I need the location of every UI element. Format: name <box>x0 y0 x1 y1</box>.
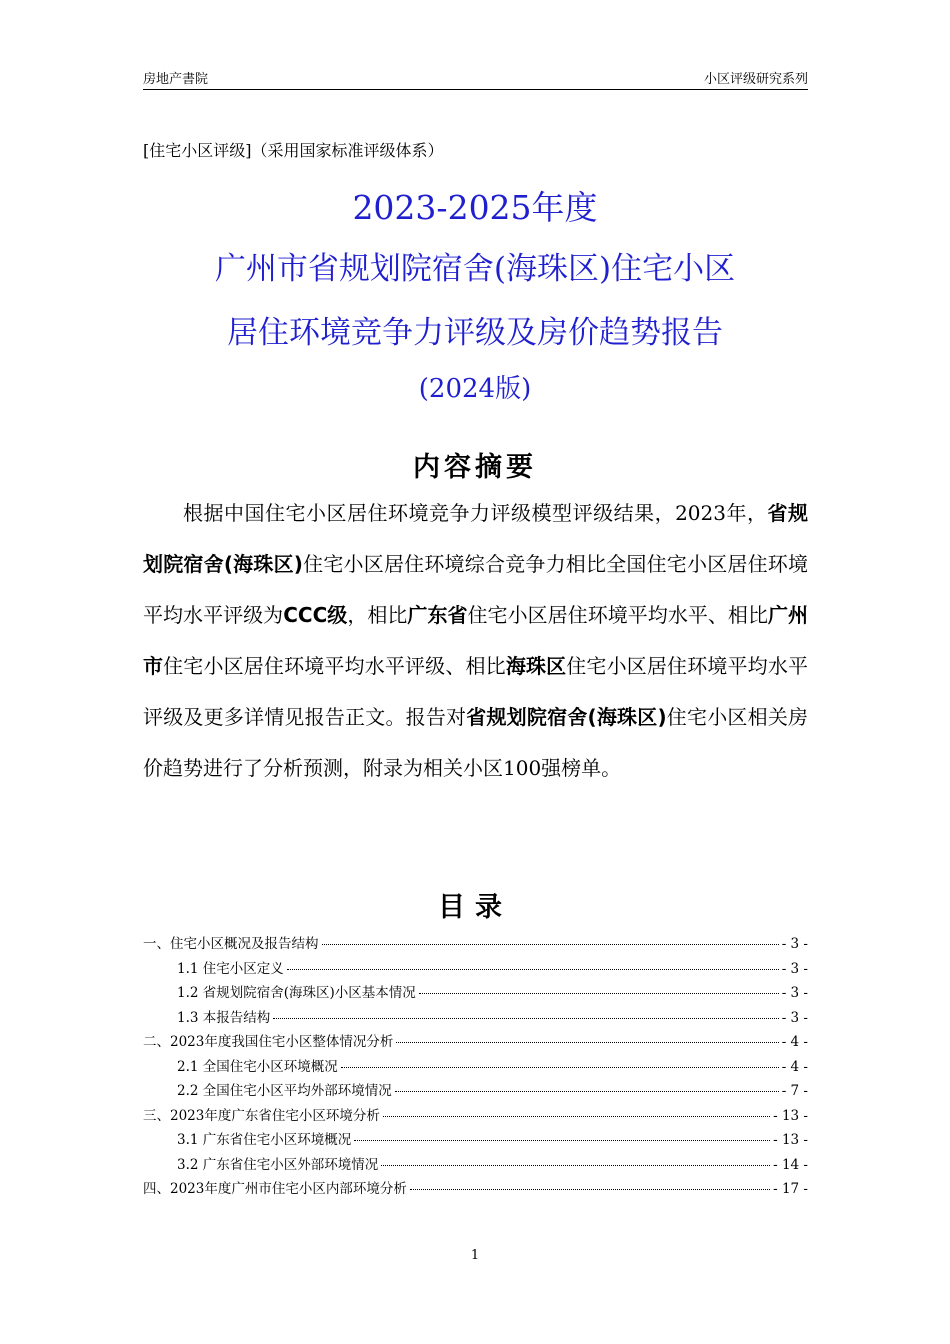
toc-entry-page: - 4 - <box>781 1034 808 1050</box>
abstract-highlight: 省规划院宿舍(海珠区) <box>143 501 809 576</box>
toc-entry-page: - 13 - <box>773 1107 808 1124</box>
title-edition: (2024版) <box>418 374 532 404</box>
toc-entry-label: 3.2 广东省住宅小区外部环境情况 <box>177 1156 379 1173</box>
toc-entry[interactable] <box>143 957 808 982</box>
toc-entry-page: - 13 - <box>773 1132 808 1148</box>
toc-entry-label: 2.1 全国住宅小区环境概况 <box>177 1058 338 1075</box>
toc-entry[interactable] <box>143 1030 808 1055</box>
page-number: 1 <box>470 1248 480 1263</box>
toc-dot-leader <box>383 1116 770 1117</box>
toc-entry-label: 1.3 本报告结构 <box>177 1009 271 1026</box>
abstract-highlight: 海珠区 <box>505 654 567 678</box>
toc-entry-label: 3.1 广东省住宅小区环境概况 <box>177 1132 352 1148</box>
header-series: 小区评级研究系列 <box>703 72 808 87</box>
abstract-text: 住宅小区居住环境平均水平评级、相比 <box>163 654 506 678</box>
abstract-text: 住宅小区居住环境综合竞争力相比全国住宅小区居住环境平均水平评级为 <box>143 552 809 627</box>
toc-dot-leader <box>396 1042 778 1043</box>
toc-entry[interactable] <box>143 1006 808 1031</box>
abstract-heading: 内容摘要 <box>413 452 537 483</box>
title-year-range: 2023-2025年度 <box>352 188 598 227</box>
toc-entry[interactable] <box>143 1079 808 1104</box>
toc-heading: 目录 <box>438 892 512 923</box>
toc-dot-leader <box>341 1067 779 1068</box>
toc-dot-leader <box>419 993 779 994</box>
toc-entry[interactable] <box>143 932 808 957</box>
title-report-subject: 居住环境竞争力评级及房价趋势报告 <box>227 315 723 351</box>
abstract-text: 根据中国住宅小区居住环境竞争力评级模型评级结果，2023年， <box>183 501 768 525</box>
toc-entry-label: 三、2023年度广东省住宅小区环境分析 <box>143 1107 380 1124</box>
abstract-text: 住宅小区相关房价趋势进行了分析预测，附录为相关小区100强榜单。 <box>143 705 809 780</box>
abstract-text: 住宅小区居住环境平均水平评级及更多详情见报告正文。报告对 <box>143 654 808 729</box>
header-publisher: 房地产書院 <box>143 72 209 87</box>
table-of-contents <box>143 932 808 1202</box>
toc-entry[interactable] <box>143 1104 808 1129</box>
header-divider <box>143 89 808 90</box>
toc-entry[interactable] <box>143 1128 808 1153</box>
toc-entry[interactable] <box>143 1153 808 1178</box>
abstract-highlight: CCC级 <box>283 603 348 627</box>
toc-entry-page: - 3 - <box>781 960 808 977</box>
toc-dot-leader <box>322 944 779 945</box>
toc-entry-page: - 3 - <box>781 1009 808 1026</box>
toc-entry-page: - 14 - <box>773 1156 808 1173</box>
report-category-tag: [住宅小区评级]（采用国家标准评级体系） <box>143 141 444 160</box>
toc-dot-leader <box>354 1140 770 1141</box>
abstract-text: ，相比 <box>347 603 408 627</box>
toc-entry-page: - 3 - <box>781 936 808 952</box>
toc-entry-label: 1.2 省规划院宿舍(海珠区)小区基本情况 <box>177 985 416 1001</box>
toc-entry[interactable] <box>143 981 808 1006</box>
abstract-highlight: 省规划院宿舍(海珠区) <box>466 705 667 729</box>
abstract-paragraph <box>143 488 808 794</box>
toc-entry-label: 一、住宅小区概况及报告结构 <box>143 936 319 952</box>
title-community-name: 广州市省规划院宿舍(海珠区)住宅小区 <box>214 251 736 287</box>
toc-entry-page: - 3 - <box>781 985 808 1001</box>
abstract-highlight: 广州市 <box>143 603 809 678</box>
toc-entry-page: - 17 - <box>773 1181 808 1197</box>
toc-entry-label: 2.2 全国住宅小区平均外部环境情况 <box>177 1083 392 1099</box>
toc-entry-label: 1.1 住宅小区定义 <box>177 960 284 977</box>
abstract-highlight: 广东省 <box>407 603 468 627</box>
toc-dot-leader <box>395 1091 779 1092</box>
page-header <box>143 66 808 90</box>
toc-entry-label: 四、2023年度广州市住宅小区内部环境分析 <box>143 1181 407 1197</box>
toc-dot-leader <box>381 1165 770 1166</box>
toc-entry-label: 二、2023年度我国住宅小区整体情况分析 <box>143 1034 394 1050</box>
abstract-text: 住宅小区居住环境平均水平、相比 <box>467 603 768 627</box>
toc-entry[interactable] <box>143 1177 808 1202</box>
toc-entry-page: - 4 - <box>781 1058 808 1075</box>
toc-dot-leader <box>410 1189 770 1190</box>
toc-dot-leader <box>273 1018 778 1019</box>
toc-entry-page: - 7 - <box>781 1083 808 1099</box>
toc-entry[interactable] <box>143 1055 808 1080</box>
toc-dot-leader <box>287 969 779 970</box>
